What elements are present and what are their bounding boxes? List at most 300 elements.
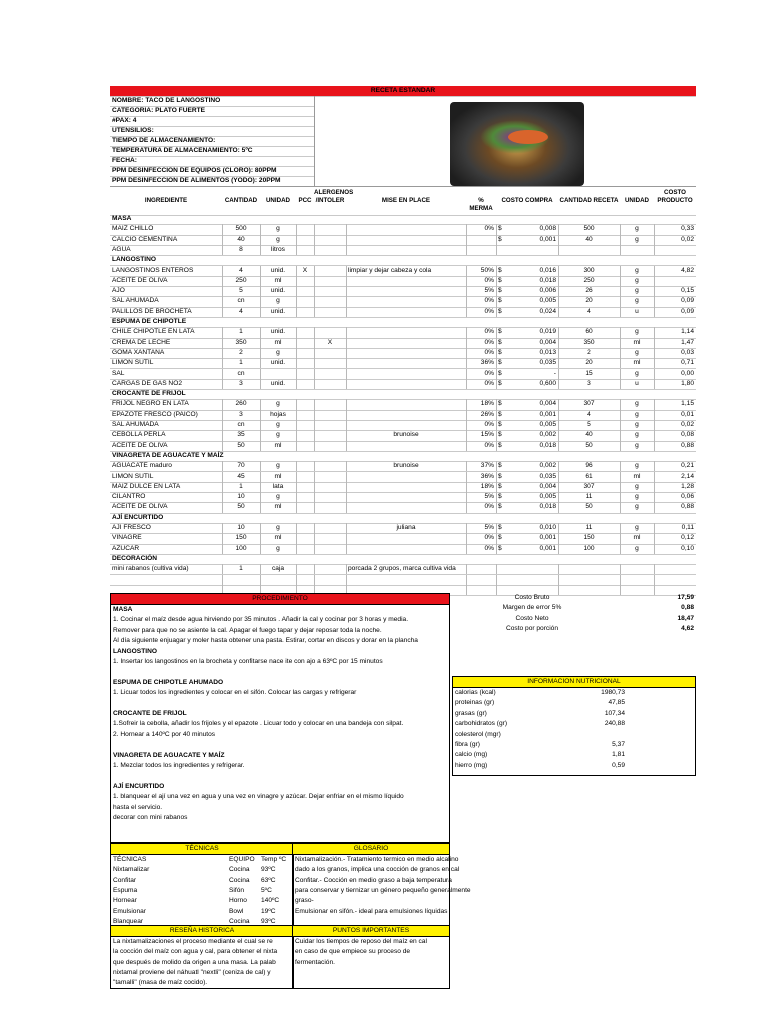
ingredient-cell: 0,001 [539,410,556,418]
ingredient-cell: 4,82 [681,266,694,274]
column-divider [558,224,559,234]
recipe-title: RECETA ESTANDAR [370,87,436,94]
column-divider [346,544,347,554]
column-divider [620,523,621,533]
column-divider [346,502,347,512]
ingredient-cell [298,286,312,296]
ingredient-cell [298,482,312,492]
column-divider [654,544,655,554]
ingredient-cell: 0,002 [539,462,556,470]
column-divider [620,420,621,430]
ingredient-cell: 0% [484,379,494,387]
ingredient-cell [316,369,344,379]
ingredient-cell: ml [633,359,641,367]
nutrition-label: proteinas (gr) [455,699,495,707]
ingredient-cell: juliana [396,524,416,531]
ingredient-cell: CILANTRO [112,493,146,501]
column-divider [346,399,347,409]
history-box [110,925,294,989]
ingredient-cell: 300 [583,266,595,274]
column-divider [496,266,497,276]
ingredient-cell: cn [237,369,245,377]
ingredient-cell: $ [498,235,502,243]
column-divider [654,224,655,234]
techniques-cell: Cocina [229,866,250,874]
column-divider [466,472,467,482]
ingredient-cell: AJI FRESCO [112,524,151,531]
ingredient-cell: $ [498,379,502,387]
column-divider [346,235,347,245]
ingredient-cell [298,338,312,348]
ingredient-cell: 307 [583,482,595,490]
ingredient-cell [316,224,344,234]
procedure-line: decorar con mini rabanos [113,814,188,821]
column-divider [620,224,621,234]
techniques-cell: Blanquear [113,917,144,925]
ingredient-cell: MAIZ CHILLO [112,225,154,233]
column-divider [558,307,559,317]
recipe-sheet [110,86,696,996]
ingredient-cell: AZUCAR [112,544,140,552]
cost-label: Margen de error 5% [502,604,562,612]
techniques-cell: Cocina [229,876,250,884]
column-divider [296,564,297,574]
ingredient-cell: ml [633,472,641,480]
column-divider [314,224,315,234]
procedure-line: Al día siguiente enjuagar y moler hasta obtener una pasta. Estirar, cortar en discos y dorar en la plancha [113,637,418,645]
column-header: COSTO PRODUCTO [657,189,693,204]
ingredient-cell [316,348,344,358]
ingredient-cell: $ [498,307,502,315]
ingredient-cell: $ [498,287,502,295]
history-line: la cocción del maíz con agua y cal, para obtener el nixta [113,948,278,956]
column-divider [466,379,467,389]
column-divider [620,358,621,368]
ingredient-cell: ml [274,534,282,542]
column-divider [260,472,261,482]
ingredient-cell [298,399,312,409]
column-divider [466,338,467,348]
ingredient-cell: g [276,348,280,356]
techniques-cell: Nixtamalizar [113,866,150,874]
column-divider [620,338,621,348]
column-divider [260,533,261,543]
techniques-cell: Horno [229,897,247,905]
ingredient-cell: g [635,493,639,501]
column-divider [558,327,559,337]
column-divider [620,430,621,440]
column-divider [466,461,467,471]
column-divider [222,430,223,440]
techniques-cell: 140ºC [261,897,280,905]
ingredient-cell: 0,004 [539,338,556,346]
column-divider [654,461,655,471]
column-divider [654,523,655,533]
ingredient-cell: ml [633,338,641,346]
column-divider [296,266,297,276]
column-divider [496,296,497,306]
ingredient-cell: 4 [239,266,243,274]
column-divider [296,224,297,234]
ingredient-cell: 0,88 [681,441,694,449]
ingredient-cell: ACEITE DE OLIVA [112,276,168,284]
ingredient-cell: 500 [583,225,595,233]
ingredient-cell [316,544,344,554]
column-divider [296,307,297,317]
ingredient-cell: 0,035 [539,472,556,480]
column-divider [620,245,621,255]
ingredient-cell [316,461,344,471]
column-divider [620,533,621,543]
column-divider [346,379,347,389]
column-divider [620,286,621,296]
column-divider [558,441,559,451]
column-divider [558,502,559,512]
ingredient-cell: g [635,482,639,490]
techniques-title: TÉCNICAS [111,844,293,855]
ingredient-cell [498,564,506,574]
ingredient-cell: ACEITE DE OLIVA [112,503,168,511]
column-divider [496,327,497,337]
ingredient-cell: $ [498,410,502,418]
ingredient-cell: g [635,287,639,295]
column-divider [620,492,621,502]
ingredient-cell: AGUA [112,245,131,253]
procedure-line: MASA [113,606,133,613]
column-divider [496,369,497,379]
column-divider [558,410,559,420]
column-divider [260,235,261,245]
ingredient-cell: 96 [585,462,593,470]
procedure-line: VINAGRETA DE AGUACATE Y MAÍZ [113,751,225,759]
ingredient-cell: 0,06 [681,493,694,501]
column-divider [260,369,261,379]
ingredient-cell: 18% [480,482,494,490]
ingredient-cell: $ [498,359,502,367]
column-divider [222,575,223,585]
ingredient-cell: 0,02 [681,235,694,243]
ingredient-cell [622,245,652,255]
ingredient-cell: g [635,297,639,305]
column-divider [654,430,655,440]
section-label: CROCANTE DE FRIJOL [112,390,186,398]
ingredient-cell: $ [498,421,502,428]
ingredient-cell [316,533,344,543]
history-title: RESEÑA HISTORICA [111,926,293,937]
column-divider [558,564,559,574]
procedure-line: 2. Hornear a 140ºC por 40 minutos [113,730,216,738]
column-divider [314,307,315,317]
ingredient-cell: 20 [585,359,593,367]
column-divider [222,523,223,533]
ingredient-cell: AGUACATE maduro [112,462,172,470]
ingredient-cell: 15 [585,369,593,377]
column-divider [314,399,315,409]
column-divider [620,544,621,554]
ingredient-cell: 0,013 [539,348,556,356]
ingredient-cell: ml [274,472,282,480]
column-divider [260,348,261,358]
column-divider [466,492,467,502]
column-divider [496,358,497,368]
column-divider [222,327,223,337]
ingredient-cell [498,245,506,255]
ingredient-cell [348,224,464,234]
column-divider [466,399,467,409]
ingredient-cell [298,224,312,234]
ingredient-cell [622,564,652,574]
column-header: MISE EN PLACE [381,197,431,204]
ingredient-cell: 3 [587,379,591,387]
ingredient-cell [316,472,344,482]
column-divider [346,266,347,276]
column-divider [620,235,621,245]
ingredient-cell: 4 [587,307,591,315]
ingredient-cell: 0% [484,369,494,377]
ingredient-cell: 1,28 [681,482,694,490]
column-divider [314,482,315,492]
column-divider [314,235,315,245]
column-divider [558,286,559,296]
column-divider [346,307,347,317]
ingredient-cell: $ [498,493,502,501]
ingredient-cell [316,296,344,306]
column-divider [558,296,559,306]
techniques-cell: 5ºC [261,886,272,894]
ingredient-cell: 0% [484,297,494,305]
ingredient-cell: 0,11 [681,524,694,531]
techniques-header: EQUIPO [229,856,255,863]
ingredient-cell: g [635,421,639,428]
ingredient-cell: PALILLOS DE BROCHETA [112,307,192,315]
ingredient-cell: $ [498,441,502,449]
ingredient-cell: unid. [270,266,286,274]
ingredient-cell [348,338,464,348]
column-divider [466,286,467,296]
ingredient-cell [298,245,312,255]
column-divider [260,358,261,368]
nutrition-value: 1,81 [612,751,625,759]
glossary-line: Nixtamalización.- Tratamiento termico en medio alcalino [295,856,459,863]
column-divider [222,379,223,389]
column-divider [314,338,315,348]
ingredient-cell: ml [274,276,282,284]
nutrition-title: INFORMACION NUTRICIONAL [453,677,695,688]
ingredient-cell: 40 [585,431,593,439]
column-divider [314,461,315,471]
ingredient-cell: g [635,225,639,233]
column-divider [296,327,297,337]
info-text: NOMBRE: TACO DE LANGOSTINO [112,97,221,104]
techniques-cell: Bowl [229,907,244,915]
column-divider [466,224,467,234]
column-divider [654,338,655,348]
ingredient-cell: 0,001 [539,534,556,542]
ingredient-cell: g [635,328,639,336]
column-divider [296,348,297,358]
dish-photo [450,102,584,186]
column-divider [314,358,315,368]
ingredient-cell [316,235,344,245]
column-divider [314,420,315,430]
column-divider [496,575,497,585]
ingredient-cell [316,266,344,276]
ingredient-cell: 260 [235,400,247,408]
ingredient-cell: 0,001 [539,544,556,552]
techniques-cell: Espuma [113,886,138,894]
column-divider [260,338,261,348]
ingredient-cell: g [635,503,639,511]
ingredient-cell: 250 [235,276,247,284]
column-divider [496,379,497,389]
ingredient-cell [348,245,464,255]
ingredient-cell: 40 [585,235,593,243]
ingredient-cell: 5 [239,287,243,295]
column-divider [222,544,223,554]
column-divider [654,502,655,512]
ingredient-cell [316,379,344,389]
column-divider [654,482,655,492]
column-divider [296,544,297,554]
column-divider [466,482,467,492]
ingredient-cell: 0,018 [539,503,556,511]
column-divider [654,420,655,430]
column-divider [296,369,297,379]
ingredient-cell: g [635,524,639,531]
procedure-line: Remover para que no se asiente la cal. Apagar el fuego tapar y dejar reposar toda la noche. [113,626,382,634]
ingredient-cell: 0,09 [681,297,694,305]
ingredient-cell: LIMON SUTIL [112,472,154,480]
ingredient-cell [348,379,464,389]
column-divider [314,348,315,358]
techniques-cell: 63ºC [261,876,276,884]
ingredient-cell: 350 [235,338,247,346]
ingredient-cell: 0% [484,534,494,542]
column-header: CANTIDAD [224,197,258,204]
column-header: PCC [298,197,312,204]
ingredient-cell [298,564,312,574]
ingredient-cell: $ [498,338,502,346]
ingredient-cell: SAL AHUMADA [112,297,159,305]
column-divider [654,266,655,276]
ingredient-cell [298,420,312,430]
techniques-box [110,843,294,927]
key-points-line: en caso de que empiece su proceso de [295,948,411,956]
ingredient-cell: 0% [484,307,494,315]
ingredient-cell: X [327,338,333,346]
column-divider [620,399,621,409]
ingredient-cell: $ [498,297,502,305]
ingredient-cell: 0,03 [681,348,694,356]
column-divider [466,307,467,317]
column-divider [620,410,621,420]
ingredient-cell [510,564,556,574]
ingredient-cell: MAIZ DULCE EN LATA [112,482,181,490]
column-divider [558,482,559,492]
ingredient-cell [298,276,312,286]
column-divider [314,410,315,420]
column-divider [558,379,559,389]
nutrition-value: 107,34 [604,709,625,717]
column-divider [558,575,559,585]
ingredient-cell: 1,14 [681,328,694,336]
column-divider [260,482,261,492]
cost-label: Costo Neto [515,614,549,622]
column-divider [346,358,347,368]
column-divider [466,533,467,543]
column-divider [260,430,261,440]
column-divider [296,286,297,296]
column-divider [496,441,497,451]
column-divider [654,564,655,574]
ingredient-cell: g [635,235,639,243]
column-divider [346,296,347,306]
ingredient-cell: 1 [239,328,243,336]
procedure-line: CROCANTE DE FRIJOL [113,710,187,717]
ingredient-cell: 0% [484,225,494,233]
ingredient-cell: 0,010 [539,524,556,531]
column-divider [314,430,315,440]
column-divider [260,523,261,533]
ingredient-cell [298,441,312,451]
column-divider [346,461,347,471]
ingredient-cell [348,472,464,482]
ingredient-cell: brunoise [393,462,419,470]
cost-value: 4,62 [681,624,694,632]
ingredient-cell: 10 [237,493,245,501]
ingredient-cell: unid. [270,328,286,336]
column-divider [558,276,559,286]
column-divider [620,461,621,471]
ingredient-cell [348,544,464,554]
column-header: % MERMA [469,197,493,212]
ingredient-cell [316,410,344,420]
ingredient-cell: CREMA DE LECHE [112,338,171,346]
column-divider [466,266,467,276]
column-divider [654,575,655,585]
column-divider [558,461,559,471]
ingredient-cell: 0% [484,348,494,356]
ingredient-cell: $ [498,534,502,542]
ingredient-cell: $ [498,348,502,356]
ingredient-cell: 50 [585,503,593,511]
column-divider [346,410,347,420]
ingredient-cell: 0,10 [681,544,694,552]
ingredient-cell: ACEITE DE OLIVA [112,441,168,449]
column-divider [296,276,297,286]
ingredient-cell: 3 [239,410,243,418]
column-divider [558,533,559,543]
nutrition-label: hierro (mg) [455,761,488,769]
ingredient-cell: g [635,462,639,470]
key-points-box [292,925,450,989]
ingredient-cell: $ [498,544,502,552]
ingredient-cell: 150 [235,534,247,542]
column-divider [222,420,223,430]
column-divider [346,575,347,585]
column-divider [466,564,467,574]
ingredient-cell: 0% [484,503,494,511]
column-divider [558,544,559,554]
techniques-cell: Sifón [229,886,245,894]
column-divider [296,533,297,543]
techniques-cell: 93ºC [261,917,276,925]
column-divider [314,492,315,502]
ingredient-cell: 3 [239,379,243,387]
ingredient-cell: 8 [239,245,243,253]
ingredient-cell: porcada 2 grupos, marca cultiva vida [348,565,456,573]
column-divider [558,430,559,440]
